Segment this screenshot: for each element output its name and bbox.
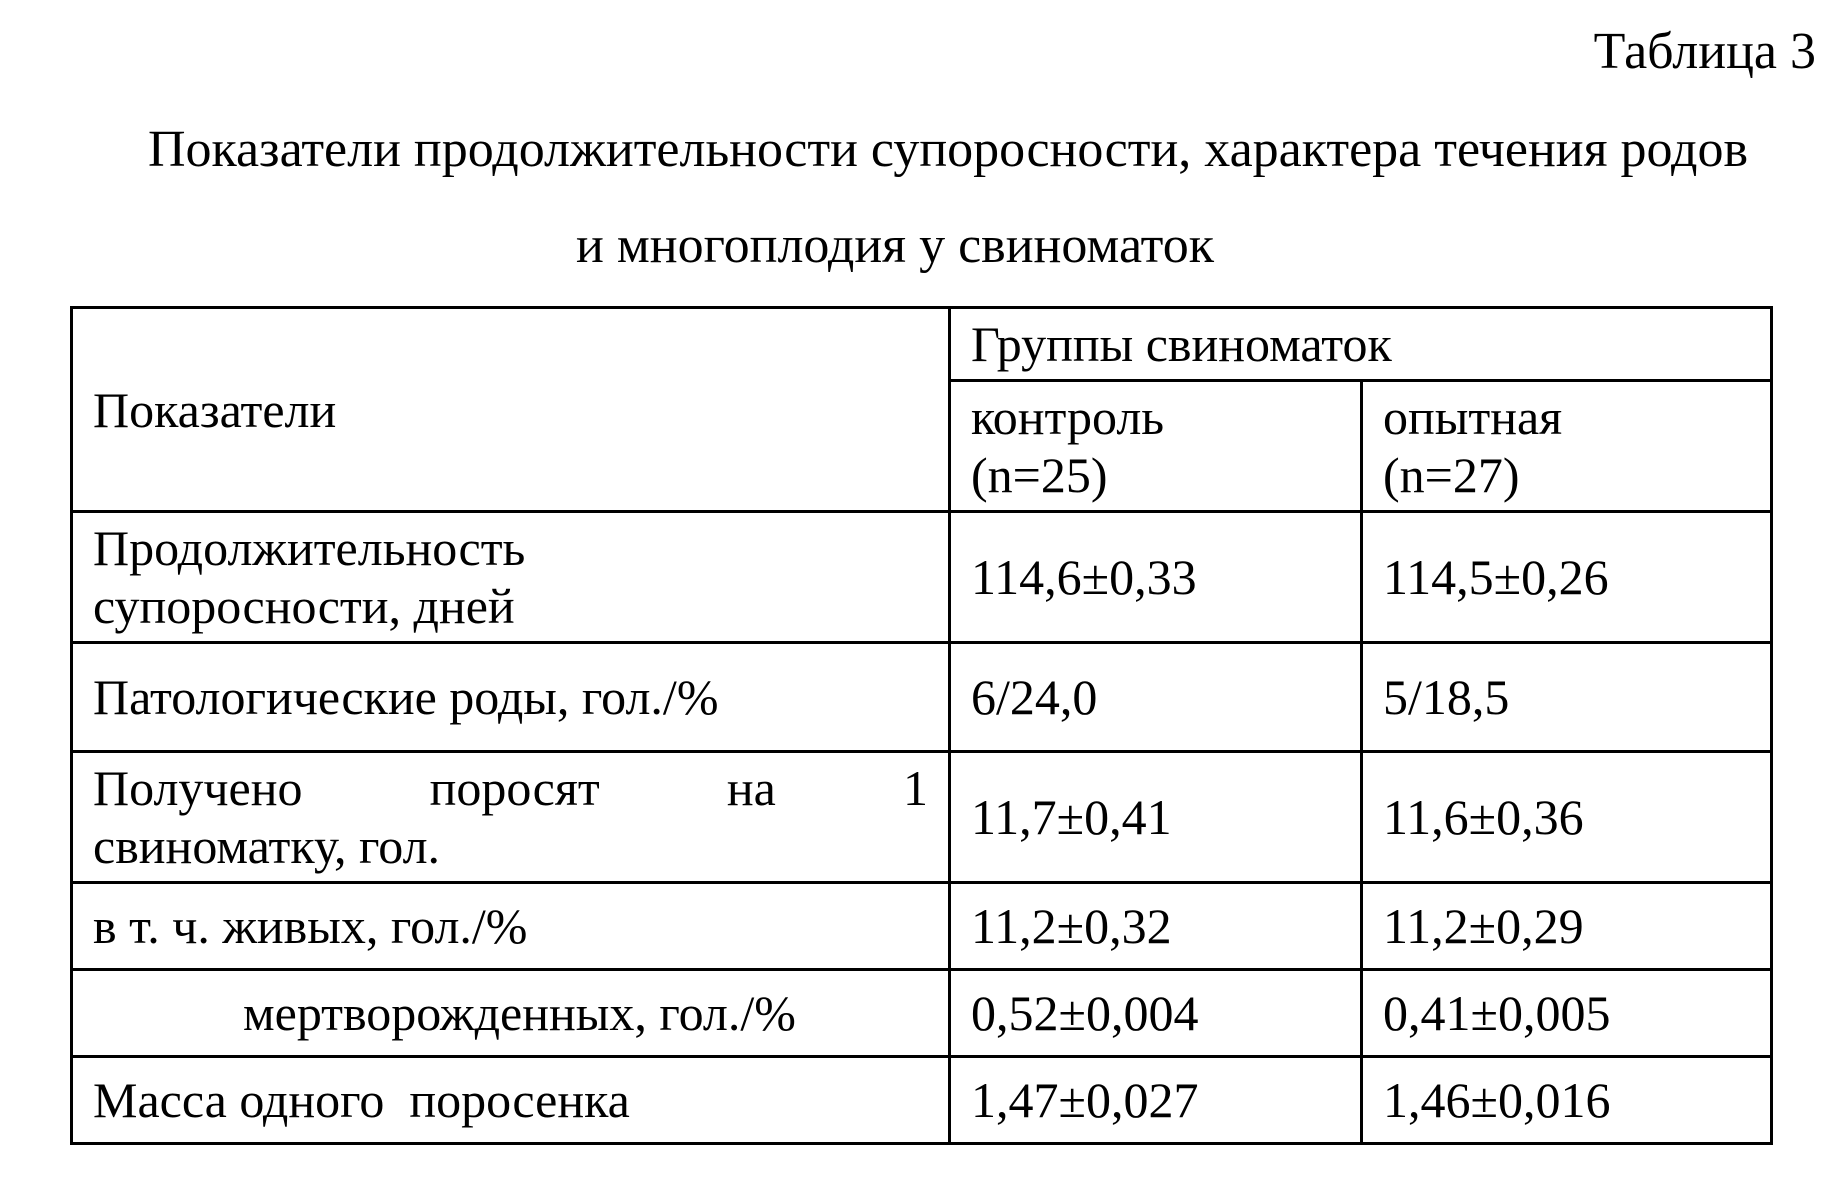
header-control-name: контроль [971,389,1165,445]
table-title-line-1: Показатели продолжительности супоросности, характера течения родов [147,121,1749,178]
table-number: Таблица 3 [1593,23,1816,80]
cell-experimental: 1,46±0,016 [1362,1057,1772,1144]
table-row [72,883,1772,970]
row-label-line: свиноматку, гол. [93,818,441,874]
header-control-count: (n=25) [971,447,1108,503]
cell-control: 1,47±0,027 [950,1057,1362,1144]
label-word: 1 [902,760,928,816]
cell-experimental: 11,6±0,36 [1362,752,1772,883]
row-label: Масса одного поросенка [72,1057,950,1144]
cell-experimental: 5/18,5 [1362,643,1772,752]
table-row [72,752,1772,883]
cell-control: 11,2±0,32 [950,883,1362,970]
row-label [72,970,950,1057]
header-experimental-name: опытная [1383,389,1563,445]
row-label: Патологические роды, гол./% [72,643,950,752]
table-row [72,970,1772,1057]
cell-control: 6/24,0 [950,643,1362,752]
cell-experimental: 11,2±0,29 [1362,883,1772,970]
header-groups: Группы свиноматок [950,308,1772,381]
cell-control: 0,52±0,004 [950,970,1362,1057]
label-word: поросят [429,760,600,816]
table-row [72,1057,1772,1144]
row-label: в т. ч. живых, гол./% [72,883,950,970]
header-experimental-count: (n=27) [1383,447,1520,503]
cell-experimental: 0,41±0,005 [1362,970,1772,1057]
row-label-indented: мертворожденных, гол./% [243,985,796,1041]
row-label-line [93,759,928,817]
cell-control: 114,6±0,33 [950,512,1362,643]
label-word: Получено [93,760,303,816]
header-indicators: Показатели [72,308,950,512]
data-table [70,306,1773,1145]
row-label [72,512,950,643]
header-row [72,308,1772,381]
table-row [72,512,1772,643]
label-word: на [726,760,776,816]
header-control [950,381,1362,512]
table-title-line-2: и многоплодия у свиноматок [576,217,1214,274]
row-label-line: супоросности, дней [93,578,515,634]
header-experimental [1362,381,1772,512]
cell-control: 11,7±0,41 [950,752,1362,883]
row-label-line: Продолжительность [93,520,526,576]
table-row [72,643,1772,752]
row-label [72,752,950,883]
cell-experimental: 114,5±0,26 [1362,512,1772,643]
